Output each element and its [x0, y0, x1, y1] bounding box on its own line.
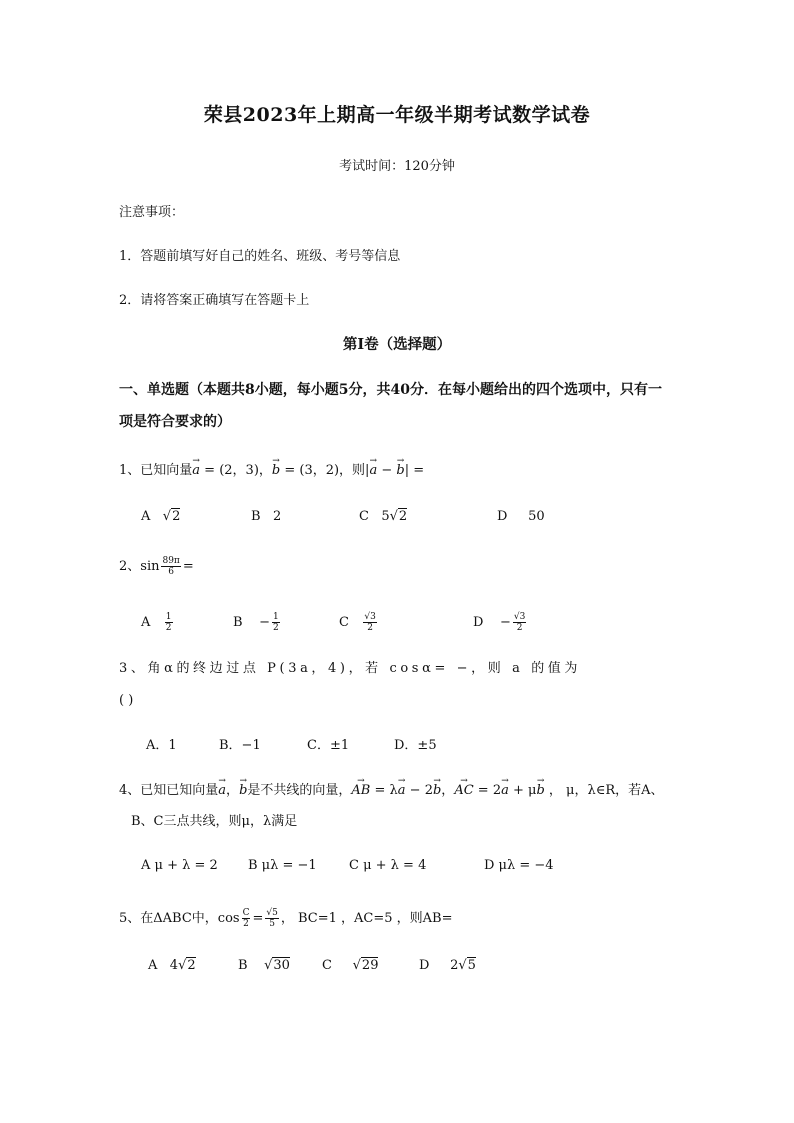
question-5: 5、在ΔABC中，cos $\frac{C}{2}$ = $\frac{√5}{5}$ ， BC=1 ，AC=5 ，则AB= — [119, 908, 453, 929]
q1-option-d: D 50 — [497, 509, 545, 524]
q3-option-a: A．1 — [146, 738, 177, 753]
vector-a: → a — [501, 782, 509, 800]
vector-AC: → AC — [454, 782, 473, 800]
q4-option-b: B μλ = −1 — [248, 858, 317, 873]
vector-b: → b — [239, 782, 247, 800]
section-title: 第I卷（选择题） — [342, 336, 452, 353]
page-title: 荣县2023年上期高一年级半期考试数学试卷 — [203, 104, 591, 126]
vector-b: → b — [396, 462, 404, 480]
vector-a: → a — [398, 782, 406, 800]
q3-option-d: D．±5 — [394, 738, 437, 753]
question-3-line-2: ( ) — [119, 693, 134, 708]
question-4-line-1: 4、已知已知向量→ a，→ b是不共线的向量，→ AB = λ→ a − 2→ b，→ AC = 2→ a + μ→ b ， μ，λ∈R，若A、 — [119, 782, 664, 800]
part1-instructions-line2: 项是符合要求的） — [119, 414, 231, 430]
q1-stem-5: | = — [404, 463, 425, 478]
question-3-line-1: 3、角α的终边过点 P(3a，4)，若 cosα= −，则 a 的值为 — [119, 661, 581, 676]
vector-b: → b — [272, 462, 280, 480]
q2-option-d: D − $\frac{√3}{2}$ — [473, 612, 526, 633]
q5-option-c: C √29 — [322, 958, 379, 973]
vector-AB: → AB — [351, 782, 370, 800]
vector-a: → a — [218, 782, 226, 800]
q2-stem: 2、sin — [119, 559, 160, 574]
q5-option-d: D 2√5 — [419, 958, 476, 973]
question-2 — [119, 556, 194, 577]
notice-heading: 注意事项： — [119, 205, 185, 220]
vector-b: → b — [433, 782, 441, 800]
q1-stem-3: = (3，2)，则| — [280, 463, 370, 478]
q5-fraction-root5: $\frac{√5}{5}$ — [266, 908, 278, 929]
notice-item-1: 1．答题前填写好自己的姓名、班级、考号等信息 — [119, 249, 401, 264]
q4-option-c: C μ + λ = 4 — [349, 858, 427, 873]
vector-a: → a — [369, 462, 377, 480]
q3-option-c: C．±1 — [307, 738, 350, 753]
q1-option-b: B 2 — [251, 509, 282, 524]
exam-duration: 考试时间：120分钟 — [339, 159, 455, 174]
q5-fraction-c-half: $\frac{C}{2}$ — [242, 908, 250, 929]
q4-option-a: A μ + λ = 2 — [141, 858, 218, 873]
question-1 — [119, 462, 424, 480]
q1-option-a: A √2 — [141, 509, 181, 524]
q1-stem-1: 1、已知向量 — [119, 463, 193, 478]
q1-stem-4: − — [377, 463, 397, 478]
q4-option-d: D μλ = −4 — [484, 858, 554, 873]
q2-option-a: A $\frac{1}{2}$ — [141, 612, 172, 633]
q1-option-c: C 5√2 — [359, 509, 408, 524]
q2-equals: = — [182, 559, 194, 574]
q2-option-b: B − $\frac{1}{2}$ — [233, 612, 279, 633]
q5-option-b: B √30 — [238, 958, 290, 973]
notice-item-2: 2．请将答案正确填写在答题卡上 — [119, 293, 310, 308]
question-4-line-2: B、C三点共线，则μ，λ满足 — [131, 814, 298, 829]
q3-option-b: B．−1 — [219, 738, 261, 753]
part1-instructions-line1: 一、单选题（本题共8小题，每小题5分，共40分．在每小题给出的四个选项中，只有一 — [119, 382, 662, 398]
q2-fraction: $\frac{89\pi}{6}$ — [162, 556, 180, 577]
q5-option-a: A 4√2 — [148, 958, 196, 973]
q1-stem-2: = (2，3)， — [200, 463, 272, 478]
vector-a: → a — [192, 462, 200, 480]
vector-b: → b — [536, 782, 544, 800]
q2-option-c: C $\frac{√3}{2}$ — [339, 612, 376, 633]
